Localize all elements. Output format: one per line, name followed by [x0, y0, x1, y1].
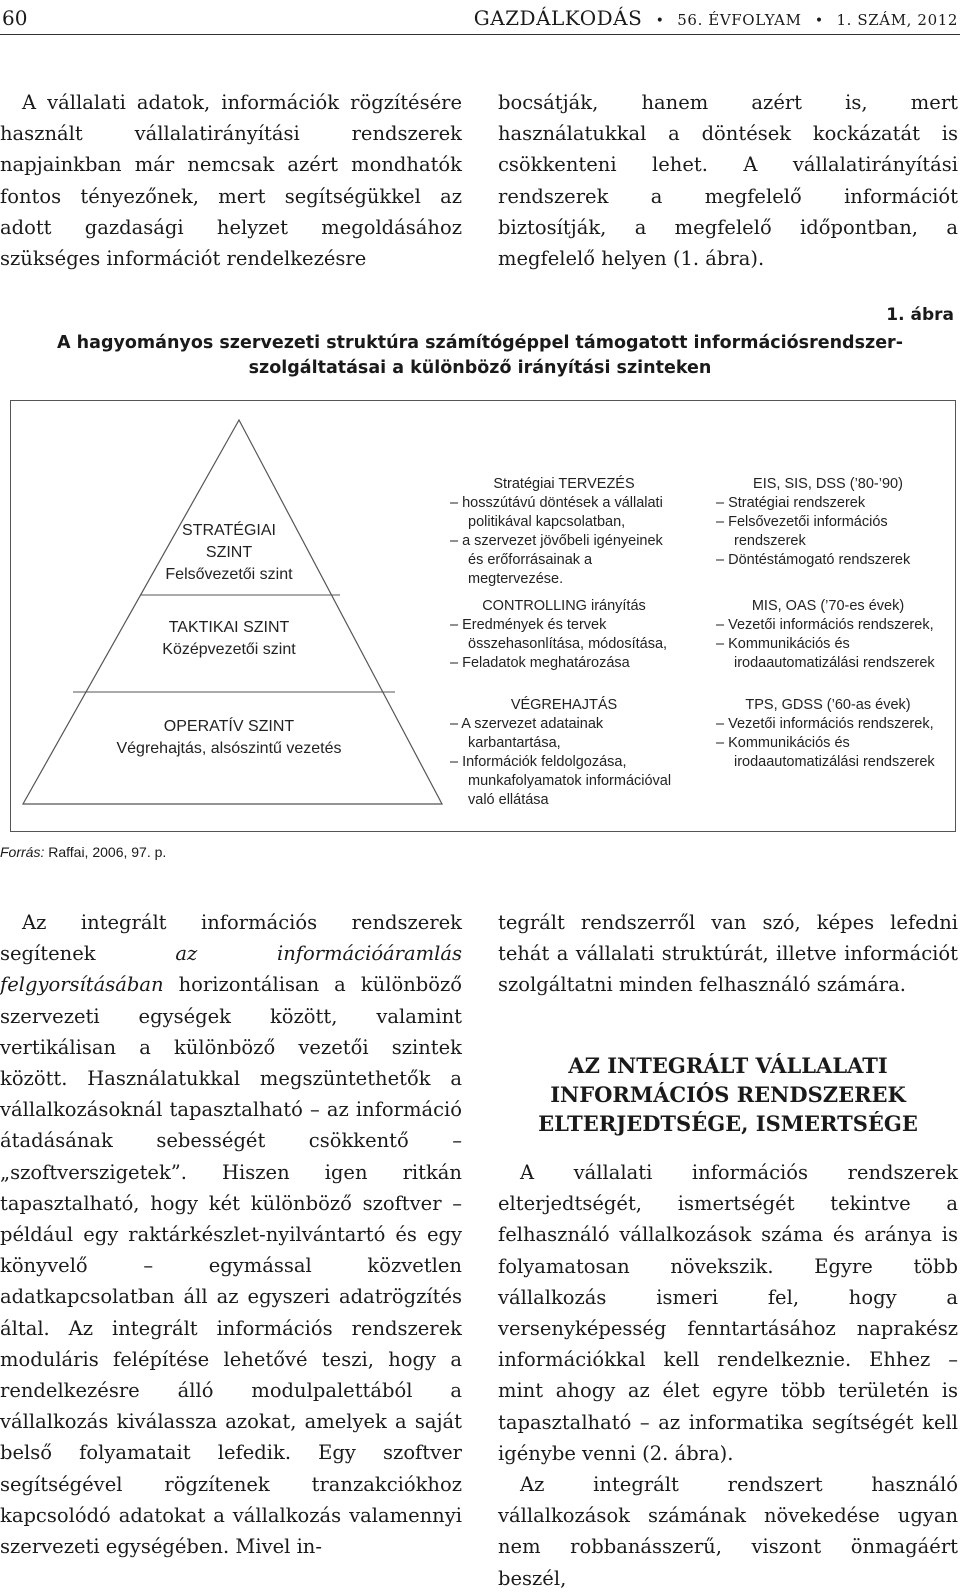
mis-item: – Kommunikációs és irodaautomatizálási rendszerek — [716, 636, 935, 671]
figure-label: 1. ábra — [886, 305, 954, 325]
figure-source — [0, 844, 166, 860]
mis-heading-years: (’70-es évek) — [816, 598, 905, 614]
bullet-separator: • — [655, 13, 664, 29]
eis-block — [716, 475, 940, 570]
header-rule — [0, 34, 960, 35]
paragraph — [0, 907, 462, 1562]
figure-title: A hagyományos szervezeti struktúra számítógéppel támogatott információsrendszer-szolgáltatásai a különböző irányítási szinteken — [57, 333, 903, 378]
paragraph-text: Az integrált információs rendszerek segítenek — [0, 911, 462, 966]
strategic-level-title: STRATÉGIAI — [182, 522, 276, 539]
planning-heading: Stratégiai TERVEZÉS — [493, 476, 635, 492]
controlling-item: – Feladatok meghatározása — [450, 655, 630, 671]
planning-item: – hosszútávú döntések a vállalati politikával kapcsolatban, — [450, 495, 663, 530]
tactical-level-subtitle: Középvezetői szint — [162, 641, 296, 658]
mis-item: – Vezetői információs rendszerek, — [716, 617, 934, 633]
tps-block — [716, 696, 940, 772]
tactical-level — [100, 617, 358, 661]
eis-item: – Felsővezetői információs rendszerek — [716, 514, 888, 549]
tps-heading-systems: TPS, GDSS — [745, 697, 823, 713]
source-label: Forrás: — [0, 844, 45, 860]
controlling-block — [450, 597, 678, 673]
bullet-separator: • — [814, 13, 824, 29]
top-left-column — [0, 87, 462, 274]
journal-name: GAZDÁLKODÁS — [473, 6, 643, 30]
section-heading-line: INFORMÁCIÓS RENDSZEREK — [550, 1082, 906, 1107]
tps-heading-years: (’60-as évek) — [822, 697, 911, 713]
strategic-level-title: SZINT — [205, 544, 253, 561]
source-text: Raffai, 2006, 97. p. — [44, 844, 167, 860]
operative-level-title: OPERATÍV SZINT — [163, 718, 295, 735]
issue-label: 1. SZÁM, 2012 — [836, 11, 958, 29]
execution-block — [450, 696, 678, 810]
controlling-item: – Eredmények és tervek összehasonlítása, módosítása, — [450, 617, 668, 652]
emphasis-text: az információáramlás felgyorsításában — [0, 942, 462, 997]
controlling-heading: CONTROLLING irányítás — [482, 598, 646, 614]
section-heading-line: ELTERJEDTSÉGE, ISMERTSÉGE — [538, 1111, 918, 1136]
paragraph-text: horizontálisan a különböző szervezeti egységek között, valamint vertikálisan a különböző vezetői szintek között. Használatukkal megszüntethetők a vállalkozásoknál tapasztalható – az információ átadásának sebességét csökkentő – „szoftverszigetek”. Hiszen igen ritkán tapasztalható, hogy két különböző szoftver – például egy raktárkészlet-nyilvántartó és egy könyvelő – egymással közvetlen adatkapcsolatban áll az egyszeri adatrögzítés által. Az integrált információs rendszerek moduláris felépítése lehetővé teszi, hogy a rendelkezésre álló modulpalettából a vállalkozás kiválassza azokat, amelyek a saját belső folyamatait lefedik. Egy szoftver segítségével rögzítenek tranzakciókhoz kapcsolódó adatokat a vállalkozás valamennyi szervezeti egységében. Mivel in- — [0, 973, 462, 1559]
paragraph: A vállalati információs rendszerek elterjedtségét, ismertségét tekintve a felhasználó vállalkozások száma és aránya is folyamatosan növekszik. Egyre több vállalkozás ismeri fel, hogy a versenyképesség fenntartásához naprakész információkkal kell rendelkeznie. Ehhez – mint ahogy az élet egyre több területén is tapasztalható – az informatika segítségét kell igénybe venni (2. ábra). — [498, 1161, 958, 1465]
planning-block — [450, 475, 678, 589]
bottom-left-column — [0, 907, 462, 1562]
tps-heading — [716, 696, 940, 715]
execution-item: – Információk feldolgozása, munkafolyamatok információval való ellátása — [450, 754, 672, 808]
operative-level — [72, 716, 386, 760]
page-number: 60 — [2, 6, 28, 30]
section-heading — [498, 1051, 958, 1138]
eis-item: – Stratégiai rendszerek — [716, 495, 866, 511]
eis-heading-systems: EIS, SIS, DSS — [753, 476, 846, 492]
eis-item: – Döntéstámogató rendszerek — [716, 552, 911, 568]
running-title — [474, 6, 958, 30]
bottom-right-column-lower — [498, 1157, 958, 1594]
tactical-level-title: TAKTIKAI SZINT — [168, 619, 290, 636]
paragraph: Az integrált rendszert használó vállalkozások számának növekedése ugyan nem robbanásszerű, viszont önmagáért beszél, — [498, 1473, 958, 1590]
paragraph: bocsátják, hanem azért is, mert használatukkal a döntések kockázatát is csökkenteni lehet. A vállalatirányítási rendszerek a megfelelő információt biztosítják, a megfelelő időpontban, a megfelelő helyen (1. ábra). — [498, 91, 958, 271]
volume-label: 56. ÉVFOLYAM — [677, 11, 802, 29]
execution-heading: VÉGREHAJTÁS — [510, 697, 618, 713]
planning-item: – a szervezet jövőbeli igényeinek és erőforrásainak a megtervezése. — [450, 533, 663, 587]
paragraph: tegrált rendszerről van szó, képes lefedni tehát a vállalati struktúrát, illetve információt szolgáltatni minden felhasználó számára. — [498, 911, 958, 997]
operative-level-subtitle: Végrehajtás, alsószintű vezetés — [116, 740, 342, 757]
section-heading-line: AZ INTEGRÁLT VÁLLALATI — [568, 1053, 888, 1078]
running-header — [0, 0, 960, 34]
bottom-right-column — [498, 907, 958, 1001]
mis-block — [716, 597, 940, 673]
execution-item: – A szervezet adatainak karbantartása, — [450, 716, 604, 751]
paragraph: A vállalati adatok, információk rögzítésére használt vállalatirányítási rendszerek napjainkban már nemcsak azért mondhatók fontos tényezőnek, mert segítségükkel az adott gazdasági helyzet megoldásához szükséges információt rendelkezésre — [0, 91, 462, 271]
tps-item: – Vezetői információs rendszerek, — [716, 716, 934, 732]
tps-item: – Kommunikációs és irodaautomatizálási rendszerek — [716, 735, 935, 770]
mis-heading — [716, 597, 940, 616]
strategic-level-subtitle: Felsővezetői szint — [165, 566, 293, 583]
top-right-column — [498, 87, 958, 274]
eis-heading — [716, 475, 940, 494]
eis-heading-years: (’80-’90) — [845, 476, 903, 492]
mis-heading-systems: MIS, OAS — [751, 598, 817, 614]
strategic-level — [130, 520, 328, 586]
